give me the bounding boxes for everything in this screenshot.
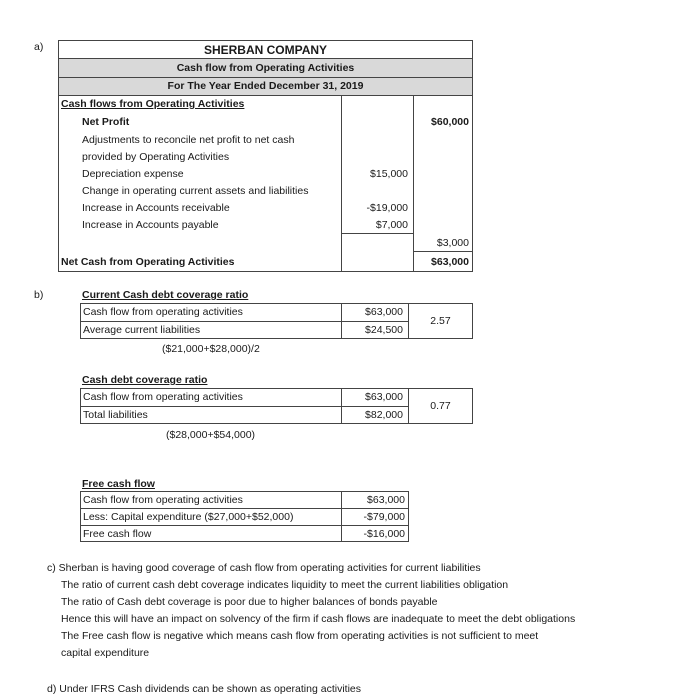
statement-period: For The Year Ended December 31, 2019: [167, 80, 364, 92]
part-a-label: a): [34, 41, 44, 53]
free-cash-flow-row1-label: Cash flow from operating activities: [83, 494, 243, 506]
current-ratio-title: Current Cash debt coverage ratio: [82, 289, 249, 301]
part-d-line-1: d) Under IFRS Cash dividends can be shown as operating activities: [47, 683, 361, 695]
part-c-line-1: c) Sherban is having good coverage of cash flow from operating activities for current liabilities: [47, 562, 481, 574]
adjustments-line-2: provided by Operating Activities: [82, 151, 230, 163]
part-c-line-6: capital expenditure: [61, 647, 150, 659]
adjustments-line-1: Adjustments to reconcile net profit to net cash: [82, 134, 295, 146]
cash-debt-ratio-note: ($28,000+$54,000): [166, 429, 256, 441]
current-ratio-row1-value: $63,000: [365, 306, 403, 318]
cash-debt-ratio-row2-label: Total liabilities: [83, 409, 148, 421]
section-heading: Cash flows from Operating Activities: [61, 98, 245, 110]
depreciation-value: $15,000: [370, 168, 408, 180]
cash-debt-ratio-row1-value: $63,000: [365, 391, 403, 403]
adjustments-total: $3,000: [436, 237, 469, 249]
cash-debt-ratio-result: 0.77: [430, 400, 451, 412]
cash-debt-ratio-title: Cash debt coverage ratio: [82, 374, 208, 386]
free-cash-flow-row1-value: $63,000: [367, 494, 405, 506]
current-ratio-row1-label: Cash flow from operating activities: [83, 306, 243, 318]
net-profit-value: $60,000: [431, 116, 469, 128]
net-cash-value: $63,000: [431, 256, 469, 268]
receivable-label: Increase in Accounts receivable: [82, 202, 230, 214]
cash-debt-ratio-row2-value: $82,000: [365, 409, 403, 421]
part-c-line-5: The Free cash flow is negative which means cash flow from operating activities is not sufficient to meet: [61, 630, 539, 642]
current-ratio-row2-label: Average current liabilities: [83, 324, 201, 336]
current-ratio-row2-value: $24,500: [365, 324, 403, 336]
current-ratio-note: ($21,000+$28,000)/2: [162, 343, 260, 355]
part-c-line-2: The ratio of current cash debt coverage indicates liquidity to meet the current liabilities obligation: [61, 579, 509, 591]
company-name: SHERBAN COMPANY: [203, 43, 328, 57]
part-c-line-4: Hence this will have an impact on solvency of the firm if cash flows are inadequate to meet the debt obligations: [61, 613, 576, 625]
free-cash-flow-row2-value: -$79,000: [363, 511, 405, 523]
free-cash-flow-row3-value: -$16,000: [363, 528, 405, 540]
net-cash-label: Net Cash from Operating Activities: [61, 256, 235, 268]
cash-debt-ratio-row1-label: Cash flow from operating activities: [83, 391, 243, 403]
part-c-line-3: The ratio of Cash debt coverage is poor due to higher balances of bonds payable: [61, 596, 438, 608]
free-cash-flow-row3-label: Free cash flow: [83, 528, 152, 540]
free-cash-flow-title: Free cash flow: [82, 478, 155, 490]
current-ratio-result: 2.57: [430, 315, 451, 327]
free-cash-flow-row2-label: Less: Capital expenditure ($27,000+$52,000): [83, 511, 294, 523]
change-label: Change in operating current assets and liabilities: [82, 185, 309, 197]
payable-value: $7,000: [375, 219, 408, 231]
part-b-label: b): [34, 289, 44, 301]
payable-label: Increase in Accounts payable: [82, 219, 219, 231]
receivable-value: -$19,000: [366, 202, 408, 214]
net-profit-label: Net Profit: [82, 116, 130, 128]
statement-title: Cash flow from Operating Activities: [176, 62, 355, 74]
depreciation-label: Depreciation expense: [82, 168, 184, 180]
